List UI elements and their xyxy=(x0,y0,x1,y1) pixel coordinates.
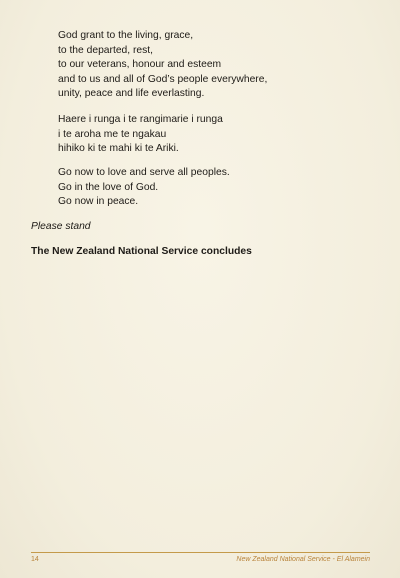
stanza-line: God grant to the living, grace, xyxy=(58,30,194,41)
footer-divider xyxy=(31,552,370,553)
please-stand-instruction: Please stand xyxy=(31,221,91,232)
footer-title: New Zealand National Service - El Alamein xyxy=(236,556,370,563)
stanza-line: to the departed, rest, xyxy=(58,44,154,56)
stanza-line: and to us and all of God’s people everywhere, xyxy=(58,73,268,85)
blessing-stanza xyxy=(58,29,267,102)
stanza-line: to our veterans, honour and esteem xyxy=(58,59,222,70)
page-number: 14 xyxy=(31,556,39,563)
service-concludes-heading: The New Zealand National Service concludes xyxy=(31,246,252,257)
maori-stanza xyxy=(58,113,223,157)
dismissal-stanza xyxy=(58,166,230,210)
stanza-line: Go now to love and serve all peoples. xyxy=(58,167,230,178)
stanza-line: Go in the love of God. xyxy=(58,181,159,193)
stanza-line: unity, peace and life everlasting. xyxy=(58,88,205,99)
stanza-line: i te aroha me te ngakau xyxy=(58,128,167,140)
stanza-line: Haere i runga i te rangimarie i runga xyxy=(58,114,223,125)
stanza-line: Go now in peace. xyxy=(58,196,139,207)
stanza-line: hihiko ki te mahi ki te Ariki. xyxy=(58,143,179,154)
